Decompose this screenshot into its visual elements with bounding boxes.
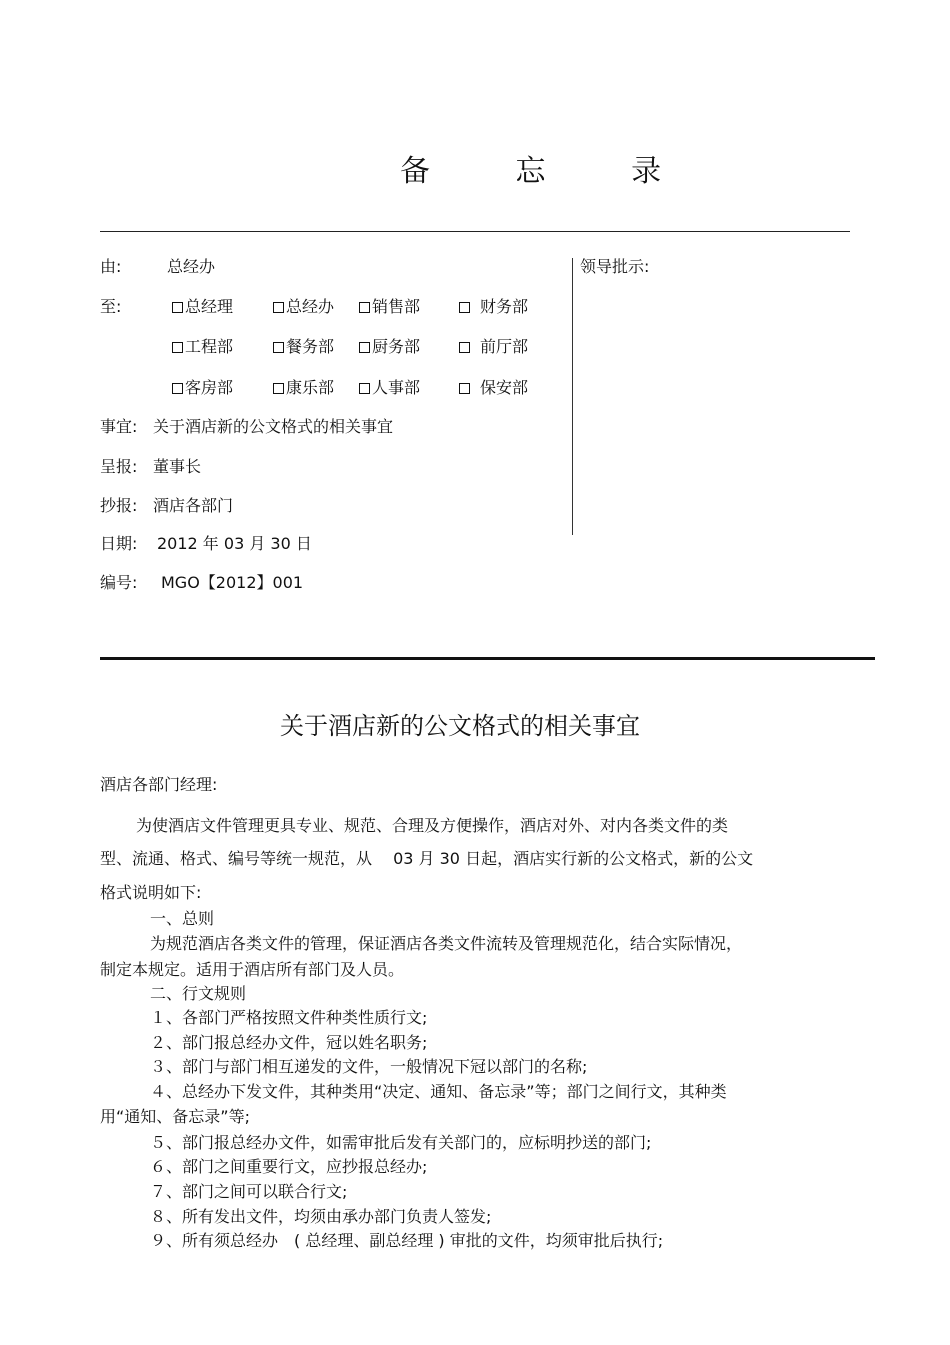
rule-item: ５、部门报总经办文件，如需审批后发有关部门的，应标明抄送的部门; [150,1133,652,1152]
rule-item: ３、部门与部门相互递发的文件，一般情况下冠以部门的名称; [150,1057,588,1076]
subject-value: 关于酒店新的公文格式的相关事宜 [153,417,394,436]
dept-label: 保安部 [480,378,529,397]
cc-value: 酒店各部门 [153,496,234,515]
intro-line-2: 型、流通、格式、编号等统一规范，从 03 月 30 日起，酒店实行新的公文格式，新的公文 [100,849,754,868]
dept-label: 客房部 [185,378,234,397]
section1-line-2: 制定本规定。适用于酒店所有部门及人员。 [100,960,405,979]
column-divider [572,258,573,535]
rule-item: ２、部门报总经办文件，冠以姓名职务; [150,1033,428,1052]
checkbox-icon [273,342,284,353]
checkbox-icon [172,302,183,313]
report-label: 呈报: [100,457,138,476]
leader-instruction-label: 领导批示: [580,257,650,276]
date-label: 日期: [100,534,138,553]
header-divider [100,231,850,232]
dept-checkbox-gm[interactable] [172,294,233,317]
checkbox-icon [273,383,284,394]
rule-item: ４、总经办下发文件，其种类用“决定、通知、备忘录”等；部门之间行文，其种类 [150,1082,727,1101]
section-divider [100,657,875,660]
checkbox-icon [359,383,370,394]
checkbox-icon [273,302,284,313]
dept-label: 工程部 [185,337,234,356]
dept-checkbox-housekeeping[interactable] [172,375,233,398]
dept-checkbox-gm-office[interactable] [273,294,334,317]
subject-label: 事宜: [100,417,138,436]
dept-checkbox-finance[interactable] [459,294,528,317]
page-title: 备 忘 录 [400,154,700,189]
number-value: MGO【2012】001 [161,573,304,592]
dept-checkbox-hr[interactable] [359,375,420,398]
report-value: 董事长 [153,457,202,476]
from-value: 总经办 [167,257,216,276]
checkbox-icon [172,383,183,394]
checkbox-icon [359,302,370,313]
section1-heading: 一、总则 [150,909,215,928]
from-label: 由: [100,257,122,276]
checkbox-icon [172,342,183,353]
number-label: 编号: [100,573,138,592]
checkbox-icon [459,383,470,394]
dept-checkbox-front-office[interactable] [459,334,528,357]
dept-label: 总经理 [185,297,234,316]
dept-label: 餐务部 [286,337,335,356]
section2-heading: 二、行文规则 [150,984,247,1003]
intro-line-1: 为使酒店文件管理更具专业、规范、合理及方便操作，酒店对外、对内各类文件的类 [136,816,729,835]
dept-checkbox-kitchen[interactable] [359,334,420,357]
dept-checkbox-security[interactable] [459,375,528,398]
date-value: 2012 年 03 月 30 日 [157,534,312,553]
checkbox-icon [459,342,470,353]
rule-item-continuation: 用“通知、备忘录”等; [100,1107,250,1126]
rule-item: ８、所有发出文件，均须由承办部门负责人签发; [150,1207,492,1226]
dept-checkbox-food-service[interactable] [273,334,334,357]
cc-label: 抄报: [100,496,138,515]
intro-line-3: 格式说明如下: [100,883,202,902]
dept-label: 前厅部 [480,337,529,356]
rule-item: １、各部门严格按照文件种类性质行文; [150,1008,428,1027]
checkbox-icon [359,342,370,353]
dept-label: 财务部 [480,297,529,316]
document-title: 关于酒店新的公文格式的相关事宜 [280,712,640,740]
dept-checkbox-engineering[interactable] [172,334,233,357]
checkbox-icon [459,302,470,313]
salutation: 酒店各部门经理: [100,775,218,794]
dept-label: 销售部 [372,297,421,316]
dept-label: 人事部 [372,378,421,397]
dept-label: 厨务部 [372,337,421,356]
dept-label: 总经办 [286,297,335,316]
rule-item: ７、部门之间可以联合行文; [150,1182,348,1201]
rule-item: ９、所有须总经办 ( 总经理、副总经理 ) 审批的文件，均须审批后执行; [150,1231,664,1250]
dept-label: 康乐部 [286,378,335,397]
dept-checkbox-recreation[interactable] [273,375,334,398]
dept-checkbox-sales[interactable] [359,294,420,317]
rule-item: ６、部门之间重要行文，应抄报总经办; [150,1157,428,1176]
to-label: 至: [100,297,122,316]
section1-line-1: 为规范酒店各类文件的管理，保证酒店各类文件流转及管理规范化，结合实际情况， [150,934,743,953]
